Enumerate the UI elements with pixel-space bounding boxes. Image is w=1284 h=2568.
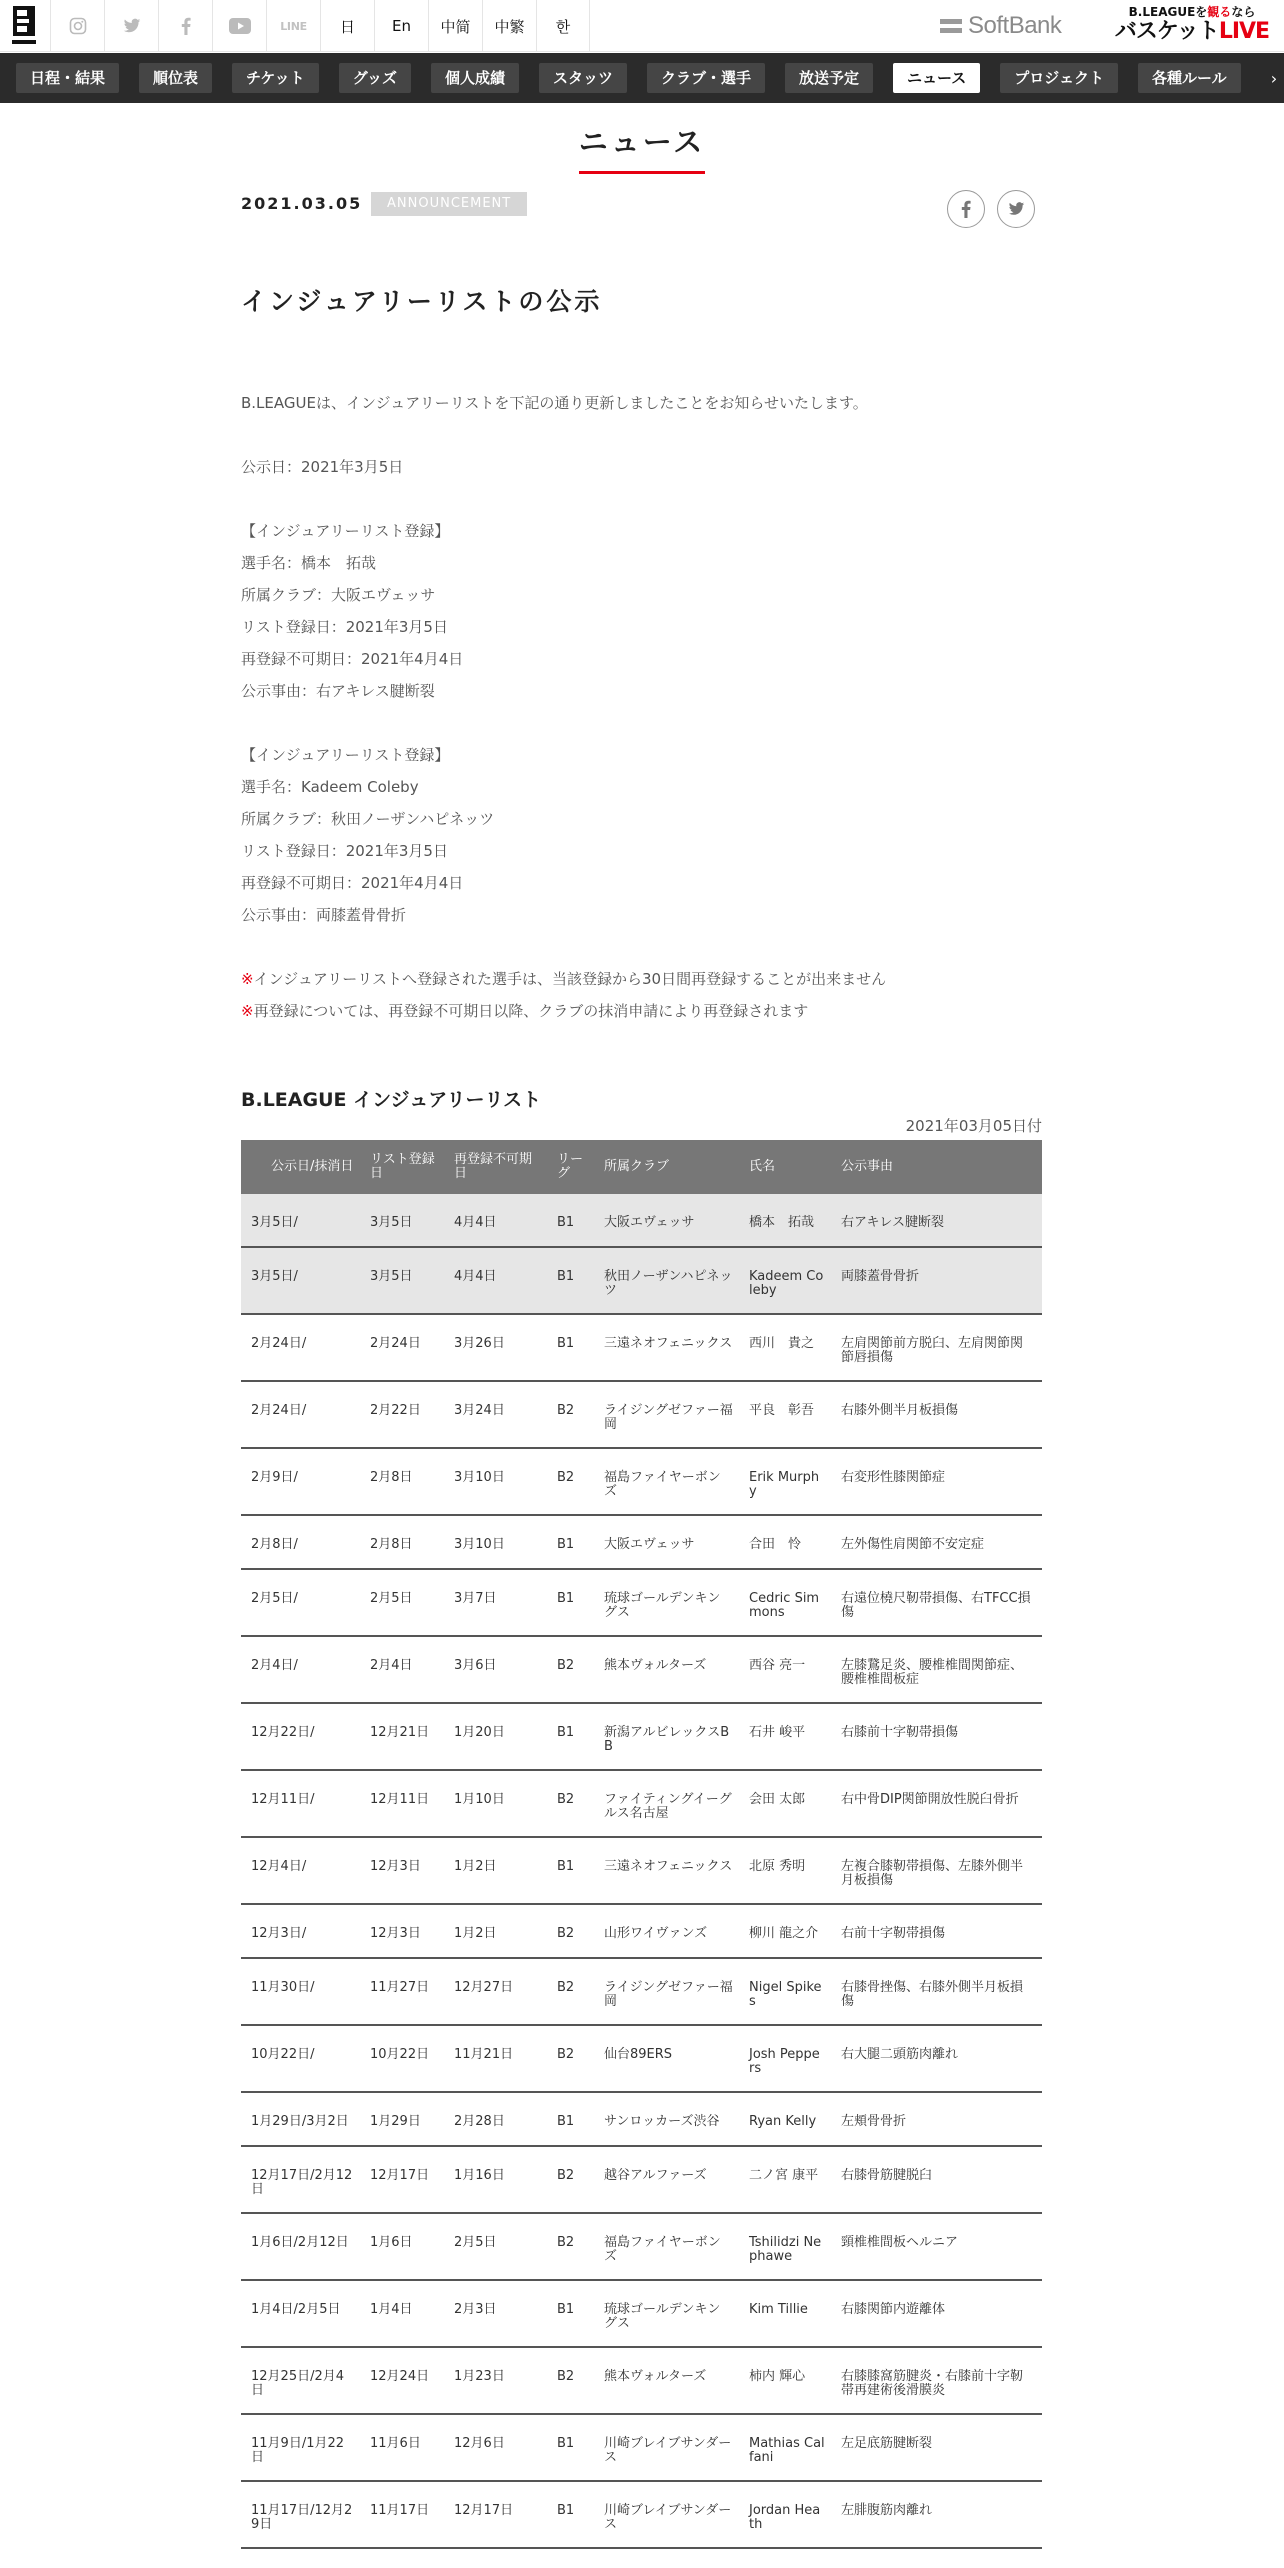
table-cell: 3月6日 (454, 1658, 497, 1673)
table-row (241, 2482, 1042, 2549)
table-cell: 北原 秀明 (749, 1859, 806, 1874)
table-cell: Kim Tillie (749, 2302, 808, 2317)
table-row (241, 1516, 1042, 1570)
table-cell: B1 (557, 1725, 575, 1740)
table-cell: B1 (557, 1537, 575, 1552)
table-row (241, 1771, 1042, 1838)
table-row (241, 2281, 1042, 2348)
twitter-icon[interactable] (104, 0, 158, 52)
nav-item[interactable]: グッズ (339, 63, 411, 93)
table-cell: 11月9日/1月22日 (251, 2436, 345, 2465)
table-row (241, 2348, 1042, 2415)
table-cell: B1 (557, 2436, 575, 2451)
lang-en-label: En (392, 17, 411, 35)
table-cell: 12月21日 (370, 1725, 430, 1740)
table-row (241, 2093, 1042, 2147)
lang-zh-hant-link[interactable] (482, 0, 536, 52)
table-cell: 11月6日 (370, 2436, 421, 2451)
table-cell: 2月22日 (370, 1403, 421, 1418)
header-cell: リスト登録日 (370, 1152, 435, 1181)
table-cell: 左外傷性肩関節不安定症 (841, 1537, 985, 1552)
table-cell: 3月10日 (454, 1470, 505, 1485)
table-cell: 3月24日 (454, 1403, 505, 1418)
table-cell: 右膝骨挫傷、右膝外側半月板損傷 (841, 1980, 1024, 2009)
table-cell: 西谷 亮一 (749, 1658, 806, 1673)
table-cell: 右遠位橈尺靭帯損傷、右TFCC損傷 (841, 1591, 1031, 1620)
table-cell: B1 (557, 1336, 575, 1351)
table-cell: 3月5日 (370, 1269, 413, 1284)
table-cell: 福島ファイヤーボンズ (604, 1470, 721, 1499)
table-cell: Kadeem Coleby (749, 1269, 824, 1298)
main-nav-items (16, 53, 1241, 103)
nav-item[interactable]: 日程・結果 (16, 63, 119, 93)
article-headline: インジュアリーリストの公示 (241, 287, 603, 316)
table-cell: 12月11日 (370, 1792, 430, 1807)
table-cell: 11月17日/12月29日 (251, 2503, 353, 2532)
note-item: ※再登録については、再登録不可期日以降、クラブの抹消申請により再登録されます (241, 1002, 809, 1020)
header-cell: 公示日/抹消日 (271, 1159, 354, 1174)
table-cell: 11月21日 (454, 2047, 514, 2062)
lang-zh-hans-label: 中简 (440, 17, 471, 36)
table-cell: 1月6日/2月12日 (251, 2235, 349, 2250)
table-cell: 2月8日 (370, 1537, 413, 1552)
table-cell: 川崎ブレイブサンダース (604, 2503, 732, 2532)
injury-table (241, 1140, 1042, 2549)
table-cell: 新潟アルビレックスBB (604, 1725, 730, 1754)
table-row (241, 2415, 1042, 2482)
entry-heading: 【インジュアリーリスト登録】 (241, 746, 450, 764)
table-cell: 福島ファイヤーボンズ (604, 2235, 721, 2264)
entry-list-date: リスト登録日：2021年3月5日 (241, 618, 448, 636)
nav-item[interactable]: スタッツ (539, 63, 627, 93)
table-cell: 12月17日 (454, 2503, 514, 2518)
table-cell: 2月5日 (370, 1591, 413, 1606)
table-cell: 右アキレス腱断裂 (841, 1215, 944, 1230)
page-title-text: ニュース (579, 120, 706, 174)
entry-club: 所属クラブ：秋田ノーザンハピネッツ (241, 810, 495, 828)
table-cell: B2 (557, 2047, 575, 2062)
table-row (241, 1248, 1042, 1315)
table-cell: 川崎ブレイブサンダース (604, 2436, 732, 2465)
header-cell: 再登録不可期日 (454, 1152, 533, 1181)
table-cell: B2 (557, 1980, 575, 1995)
table-cell: 12月6日 (454, 2436, 505, 2451)
injury-table-updated: 2021年03月05日付 (905, 1117, 1042, 1135)
line-icon[interactable]: LINE (266, 0, 320, 52)
nav-item[interactable]: クラブ・選手 (647, 63, 765, 93)
table-row (241, 2214, 1042, 2281)
entry-list-date: リスト登録日：2021年3月5日 (241, 842, 448, 860)
table-body (241, 1194, 1042, 2549)
table-cell: ライジングゼファー福岡 (604, 1980, 733, 2009)
lang-zh-hant-label: 中繁 (494, 17, 525, 36)
entry-player: 選手名：橋本 拓哉 (241, 554, 377, 572)
table-cell: 3月7日 (454, 1591, 497, 1606)
table-cell: 秋田ノーザンハピネッツ (604, 1269, 733, 1298)
instagram-icon[interactable] (50, 0, 104, 52)
table-cell: 二ノ宮 康平 (749, 2168, 819, 2183)
table-cell: 熊本ヴォルターズ (604, 1658, 707, 1673)
basketlive-banner[interactable] (1112, 6, 1272, 43)
table-cell: 2月24日/ (251, 1403, 307, 1418)
table-cell: 左腓腹筋肉離れ (841, 2503, 933, 2518)
table-cell: Josh Peppers (749, 2047, 820, 2076)
entry-no-reentry: 再登録不可期日：2021年4月4日 (241, 874, 464, 892)
injury-table-title: B.LEAGUE インジュアリーリスト (241, 1089, 542, 1111)
table-cell: B1 (557, 1859, 575, 1874)
table-cell: 2月4日 (370, 1658, 413, 1673)
softbank-bars-icon (940, 19, 962, 33)
table-cell: 左肩関節前方脱臼、左肩関節関節唇損傷 (841, 1336, 1024, 1365)
table-cell: 三遠ネオフェニックス (604, 1336, 733, 1351)
table-cell: 左足底筋腱断裂 (841, 2436, 933, 2451)
table-cell: 琉球ゴールデンキングス (604, 1591, 721, 1620)
table-cell: 1月4日 (370, 2302, 413, 2317)
table-cell: B1 (557, 2503, 575, 2518)
table-cell: ライジングゼファー福岡 (604, 1403, 733, 1432)
facebook-icon[interactable] (158, 0, 212, 52)
article-meta (241, 190, 1041, 226)
table-row (241, 1449, 1042, 1516)
table-cell: 3月5日 (370, 1215, 413, 1230)
table-cell: 頸椎椎間板ヘルニア (841, 2235, 959, 2250)
table-cell: 2月8日 (370, 1470, 413, 1485)
top-links (50, 0, 590, 52)
table-row (241, 2026, 1042, 2093)
table-row (241, 1382, 1042, 1449)
entry-heading: 【インジュアリーリスト登録】 (241, 522, 450, 540)
table-cell: 仙台89ERS (604, 2047, 673, 2062)
softbank-logo[interactable] (940, 12, 1061, 40)
entry-reason: 公示事由：右アキレス腱断裂 (241, 682, 435, 700)
table-cell: 左複合膝靭帯損傷、左膝外側半月板損傷 (841, 1859, 1024, 1888)
table-row (241, 1905, 1042, 1959)
table-cell: 2月9日/ (251, 1470, 298, 1485)
table-cell: 3月5日/ (251, 1269, 298, 1284)
table-cell: 2月8日/ (251, 1537, 298, 1552)
table-cell: 12月25日/2月4日 (251, 2369, 345, 2398)
table-cell: Nigel Spikes (749, 1980, 822, 2009)
table-cell: 2月5日 (454, 2235, 497, 2250)
table-cell: B1 (557, 2302, 575, 2317)
entry-reason: 公示事由：両膝蓋骨骨折 (241, 906, 407, 924)
table-cell: 3月10日 (454, 1537, 505, 1552)
table-cell: 11月17日 (370, 2503, 430, 2518)
table-cell: 右膝膝窩筋腱炎・右膝前十字靭帯再建術後滑膜炎 (841, 2369, 1024, 2398)
table-row (241, 2147, 1042, 2214)
table-cell: 左頬骨骨折 (841, 2114, 907, 2129)
article-body (241, 391, 1041, 1031)
nav-item[interactable]: 各種ルール (1138, 63, 1241, 93)
table-header (241, 1140, 1042, 1194)
table-row (241, 1959, 1042, 2026)
table-cell: 熊本ヴォルターズ (604, 2369, 707, 2384)
table-cell: 会田 太郎 (749, 1792, 806, 1807)
entry-no-reentry: 再登録不可期日：2021年4月4日 (241, 650, 464, 668)
table-row (241, 1194, 1042, 1248)
table-cell: 1月2日 (454, 1859, 497, 1874)
table-cell: 2月24日 (370, 1336, 421, 1351)
table-cell: 12月27日 (454, 1980, 514, 1995)
share-twitter-icon[interactable] (997, 190, 1035, 228)
table-cell: 11月30日/ (251, 1980, 315, 1995)
table-cell: 三遠ネオフェニックス (604, 1859, 733, 1874)
table-cell: 1月2日 (454, 1926, 497, 1941)
nav-item[interactable]: 順位表 (139, 63, 212, 93)
table-cell: 10月22日 (370, 2047, 430, 2062)
table-cell: 3月26日 (454, 1336, 505, 1351)
table-row (241, 1838, 1042, 1905)
note-item: ※インジュアリーリストへ登録された選手は、当該登録から30日間再登録することが出来ません (241, 970, 887, 988)
table-cell: B2 (557, 1792, 575, 1807)
lang-zh-hans-link[interactable] (428, 0, 482, 52)
table-cell: 山形ワイヴァンズ (604, 1926, 708, 1941)
table-cell: 10月22日/ (251, 2047, 315, 2062)
table-cell: 右膝前十字靭帯損傷 (841, 1725, 959, 1740)
table-cell: 石井 峻平 (749, 1725, 806, 1740)
table-cell: B1 (557, 1269, 575, 1284)
share-facebook-icon[interactable] (947, 190, 985, 228)
table-cell: 1月20日 (454, 1725, 505, 1740)
table-cell: 2月4日/ (251, 1658, 298, 1673)
table-cell: 柳川 龍之介 (749, 1926, 819, 1941)
article-date: 2021.03.05 (241, 194, 363, 213)
table-cell: 12月17日/2月12日 (251, 2168, 353, 2197)
table-cell: 12月4日/ (251, 1859, 307, 1874)
table-cell: サンロッカーズ渋谷 (604, 2114, 720, 2129)
table-cell: B2 (557, 2168, 575, 2183)
nav-item[interactable]: チケット (232, 63, 319, 93)
table-cell: 西川 貴之 (749, 1336, 815, 1351)
publish-date-text: 公示日：2021年3月5日 (241, 458, 404, 476)
table-cell: 1月16日 (454, 2168, 505, 2183)
lang-ja-label: 日 (339, 17, 355, 36)
table-cell: 1月29日 (370, 2114, 421, 2129)
table-cell: 左膝鵞足炎、腰椎椎間関節症、腰椎椎間板症 (841, 1658, 1024, 1687)
basketlive-tagline: B.LEAGUEを観るなら (1128, 5, 1256, 19)
main-nav (0, 53, 1284, 103)
nav-scroll-right-icon[interactable]: › (1264, 53, 1284, 103)
table-cell: 12月24日 (370, 2369, 430, 2384)
table-cell: Mathias Calfani (749, 2436, 825, 2465)
table-cell: 右膝関節内遊離体 (841, 2302, 946, 2317)
table-cell: 右膝骨筋腱脱臼 (841, 2168, 933, 2183)
table-cell: 2月28日 (454, 2114, 505, 2129)
table-cell: 2月3日 (454, 2302, 497, 2317)
table-cell: B2 (557, 2235, 575, 2250)
lang-ko-link[interactable] (536, 0, 590, 52)
table-cell: 11月27日 (370, 1980, 430, 1995)
table-row (241, 1315, 1042, 1382)
entry-club: 所属クラブ：大阪エヴェッサ (241, 586, 436, 604)
table-cell: 右前十字靭帯損傷 (841, 1926, 946, 1941)
page-title (0, 120, 1284, 174)
intro-text: B.LEAGUEは、インジュアリーリストを下記の通り更新しましたことをお知らせいたします。 (241, 394, 868, 412)
table-cell: B2 (557, 1926, 575, 1941)
table-cell: 右膝外側半月板損傷 (841, 1403, 959, 1418)
table-cell: Cedric Simmons (749, 1591, 820, 1620)
nav-item[interactable]: 放送予定 (785, 63, 873, 93)
youtube-icon[interactable] (212, 0, 266, 52)
table-cell: 12月17日 (370, 2168, 430, 2183)
table-cell: 合田 怜 (749, 1537, 802, 1552)
table-cell: 12月3日 (370, 1926, 421, 1941)
table-cell: 4月4日 (454, 1215, 497, 1230)
table-cell: Ryan Kelly (749, 2114, 817, 2129)
lang-ja-link[interactable] (320, 0, 374, 52)
nav-item[interactable]: 個人成績 (431, 63, 519, 93)
table-cell: Erik Murphy (749, 1470, 820, 1499)
table-cell: 柿内 輝心 (749, 2369, 806, 2384)
header-cell: リーグ (557, 1152, 584, 1181)
lang-en-link[interactable] (374, 0, 428, 52)
table-cell: 2月24日/ (251, 1336, 307, 1351)
table-cell: B2 (557, 1658, 575, 1673)
bleague-logo[interactable] (10, 4, 38, 48)
table-cell: 1月10日 (454, 1792, 505, 1807)
table-cell: 12月22日/ (251, 1725, 315, 1740)
softbank-label: SoftBank (968, 12, 1062, 39)
table-cell: 3月5日/ (251, 1215, 298, 1230)
table-cell: 大阪エヴェッサ (604, 1215, 695, 1230)
header-cell: 所属クラブ (604, 1159, 670, 1174)
table-cell: Tshilidzi Nephawe (749, 2235, 822, 2264)
nav-item[interactable]: プロジェクト (1000, 63, 1118, 93)
table-cell: 12月3日 (370, 1859, 421, 1874)
table-cell: 1月29日/3月2日 (251, 2114, 349, 2129)
header-cell: 氏名 (749, 1159, 776, 1174)
entry-player: 選手名：Kadeem Coleby (241, 778, 419, 796)
top-bar (0, 0, 1284, 52)
basketlive-name: バスケットLIVE (1114, 19, 1270, 44)
table-cell: 大阪エヴェッサ (604, 1537, 695, 1552)
lang-ko-label: 한 (555, 17, 571, 36)
table-cell: 1月4日/2月5日 (251, 2302, 341, 2317)
table-cell: 右変形性膝関節症 (841, 1470, 946, 1485)
table-cell: B1 (557, 2114, 575, 2129)
table-cell: 平良 彰吾 (749, 1403, 815, 1418)
table-cell: B1 (557, 1215, 575, 1230)
table-cell: 越谷アルファーズ (604, 2168, 707, 2183)
table-cell: 12月3日/ (251, 1926, 307, 1941)
table-cell: 右大腿二頭筋肉離れ (841, 2047, 959, 2062)
table-cell: ファイティングイーグルス名古屋 (604, 1792, 732, 1821)
table-cell: Jordan Heath (749, 2503, 821, 2532)
table-cell: 12月11日/ (251, 1792, 315, 1807)
table-cell: 4月4日 (454, 1269, 497, 1284)
table-cell: B2 (557, 2369, 575, 2384)
table-cell: 2月5日/ (251, 1591, 298, 1606)
nav-item[interactable]: ニュース (893, 63, 980, 93)
category-badge[interactable]: ANNOUNCEMENT (371, 192, 527, 216)
table-cell: 1月6日 (370, 2235, 413, 2250)
header-cell: 公示事由 (841, 1159, 894, 1174)
table-cell: 両膝蓋骨骨折 (841, 1269, 920, 1284)
table-row (241, 1637, 1042, 1704)
table-row (241, 1704, 1042, 1771)
table-cell: 1月23日 (454, 2369, 505, 2384)
table-cell: 右中骨DIP関節開放性脱臼骨折 (841, 1792, 1019, 1807)
table-cell: B1 (557, 1591, 575, 1606)
table-row (241, 1570, 1042, 1637)
table-cell: B2 (557, 1470, 575, 1485)
table-cell: 橋本 拓哉 (749, 1215, 815, 1230)
table-cell: 琉球ゴールデンキングス (604, 2302, 721, 2331)
table-cell: B2 (557, 1403, 575, 1418)
